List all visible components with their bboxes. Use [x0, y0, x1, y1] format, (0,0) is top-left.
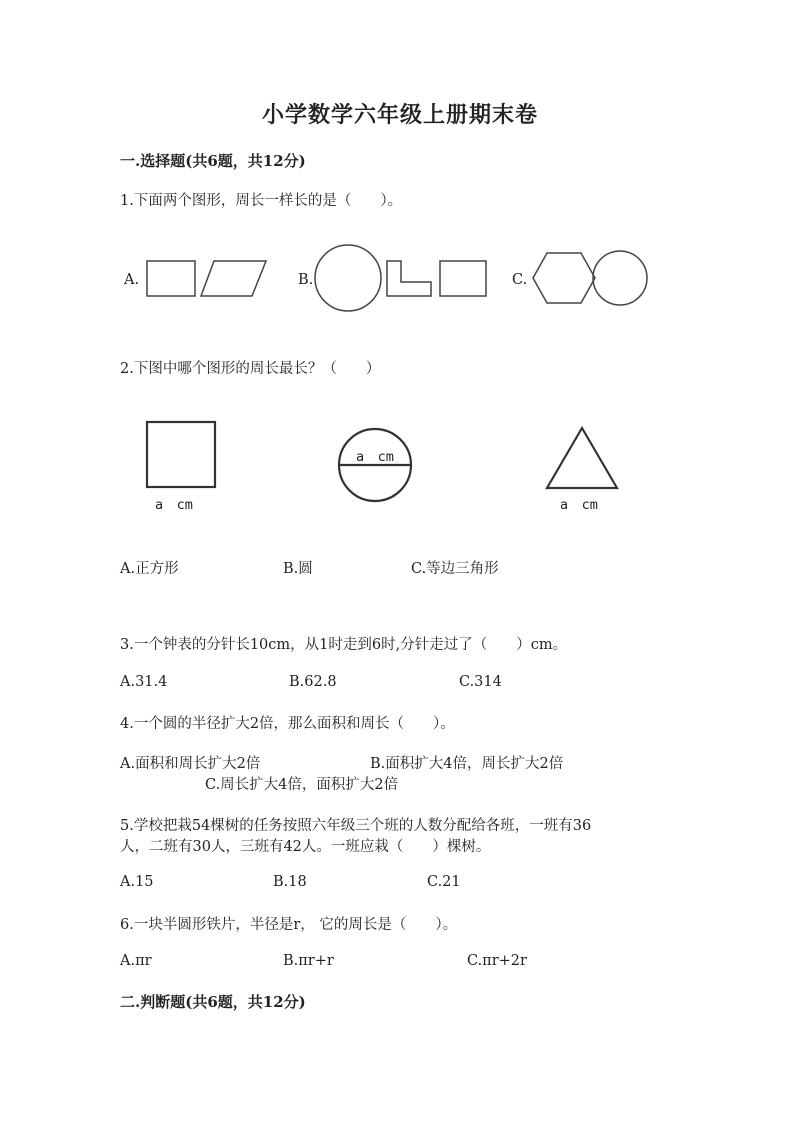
section-heading-judgement: 二.判断题(共6题，共12分) — [120, 993, 306, 1011]
q3-option-c[interactable]: C.314 — [459, 674, 502, 690]
question-5-text-line1: 5.学校把栽54棵树的任务按照六年级三个班的人数分配给各班，一班有36 — [120, 818, 592, 834]
question-6-text: 6.一块半圆形铁片，半径是r， 它的周长是（ ）。 — [120, 917, 458, 933]
q1-label-c: C. — [512, 272, 528, 288]
q6-option-a[interactable]: A.πr — [120, 953, 152, 969]
q2-square — [147, 422, 215, 487]
question-4-text: 4.一个圆的半径扩大2倍，那么面积和周长（ ）。 — [120, 716, 455, 732]
question-5-text-line2: 人，二班有30人，三班有42人。一班应栽（ ）棵树。 — [120, 839, 491, 855]
q5-option-b[interactable]: B.18 — [273, 874, 307, 890]
question-1-text: 1.下面两个图形，周长一样长的是（ ）。 — [120, 193, 403, 209]
q2-triangle-label: a cm — [560, 497, 598, 513]
q4-option-a[interactable]: A.面积和周长扩大2倍 — [120, 756, 261, 772]
q3-option-a[interactable]: A.31.4 — [120, 674, 168, 690]
section-heading-choice: 一.选择题(共6题，共12分) — [120, 152, 306, 170]
q1-label-b: B. — [298, 272, 314, 288]
q6-option-b[interactable]: B.πr+r — [283, 953, 334, 969]
q5-option-a[interactable]: A.15 — [120, 874, 154, 890]
q3-option-b[interactable]: B.62.8 — [289, 674, 337, 690]
q5-option-c[interactable]: C.21 — [427, 874, 461, 890]
q4-option-c[interactable]: C.周长扩大4倍，面积扩大2倍 — [205, 777, 399, 793]
q2-option-a[interactable]: A.正方形 — [120, 561, 179, 577]
q2-circle-label: a cm — [356, 449, 394, 465]
question-2-text: 2.下图中哪个图形的周长最长？（ ） — [120, 361, 381, 377]
q1-label-a: A. — [124, 272, 140, 288]
q2-square-label: a cm — [155, 497, 193, 513]
page-title: 小学数学六年级上册期末卷 — [261, 102, 538, 128]
q2-option-b[interactable]: B.圆 — [283, 561, 313, 577]
question-3-text: 3.一个钟表的分针长10cm，从1时走到6时,分针走过了（ ）cm。 — [120, 637, 568, 653]
q2-triangle — [547, 428, 617, 488]
q2-option-c[interactable]: C.等边三角形 — [411, 561, 499, 577]
q4-option-b[interactable]: B.面积扩大4倍，周长扩大2倍 — [370, 756, 564, 772]
q6-option-c[interactable]: C.πr+2r — [467, 953, 527, 969]
